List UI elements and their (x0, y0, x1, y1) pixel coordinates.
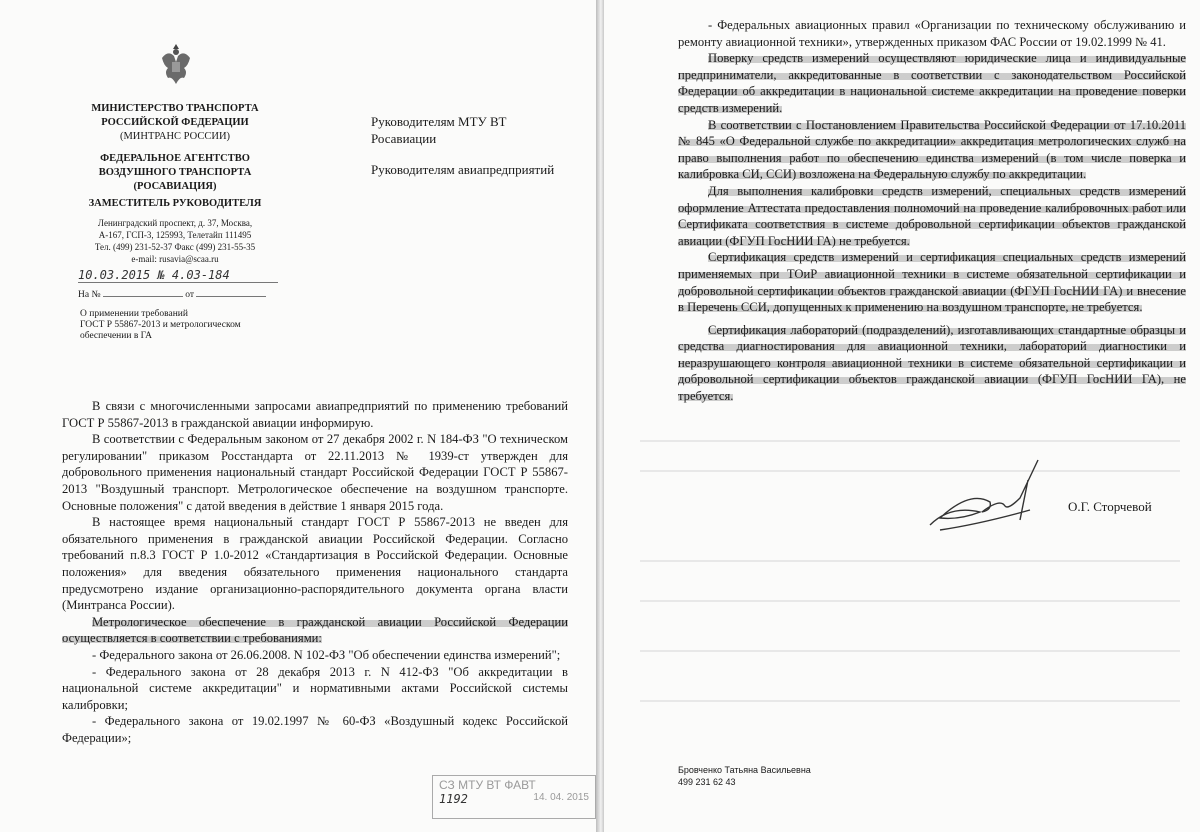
paragraph-air-code: - Федерального закона от 19.02.1997 № 60-ФЗ «Воздушный кодекс Российской Федерации»; (62, 714, 568, 745)
address-line3: Тел. (499) 231-52-37 Факс (499) 231-55-35 (94, 242, 256, 252)
paragraph-fap-41: - Федеральных авиационных правил «Организации по техническому обслуживанию и ремонту авиационной техники», утвержденных приказом ФАС России от 19.02.1999 № 41. (678, 18, 1186, 49)
bleed-through-line (640, 440, 1180, 442)
ministry-line1: МИНИСТЕРСТВО ТРАНСПОРТА (91, 103, 259, 114)
paragraph-accreditation-845: В соответствии с Постановлением Правительства Российской Федерации от 17.10.2011 № 845 «О Федеральной службе по аккредитации» аккредитация метрологических служб на право выполнения работ по обеспечению единства измерений (в том числе поверка и калибровка СИ, ССИ) возложена на Федеральную службу по аккредитации. (678, 117, 1186, 182)
paragraph-law-184: В соответствии с Федеральным законом от 27 декабря 2002 г. N 184-ФЗ "О техническом регулировании" приказом Росстандарта от 22.11.2013 № 1939-ст утвержден для добровольного применения национальный стандарт Российской Федерации ГОСТ Р 55867-2013 "Воздушный транспорт. Метрологическое обеспечение на воздушном транспорте. Основные положения" с датой введения в действие 1 января 2015 года. (62, 432, 568, 513)
bleed-through-line (640, 650, 1180, 652)
paragraph-intro: В связи с многочисленными запросами авиапредприятий по применению требований ГОСТ Р 55867-2013 в гражданской авиации информирую. (62, 399, 568, 430)
bleed-through-line (640, 700, 1180, 702)
agency-line1: ФЕДЕРАЛЬНОЕ АГЕНТСТВО (100, 153, 250, 164)
letter-subject: О применении требований ГОСТ Р 55867-2013 и метрологическом обеспечении в ГА (80, 309, 241, 341)
sender-address (62, 217, 288, 265)
paragraph-metrology-basis: Метрологическое обеспечение в гражданской авиации Российской Федерации осуществляется в соответствии с требованиями: (62, 614, 568, 646)
signature-scribble (920, 450, 1060, 540)
address-line4: e-mail: rusavia@scaa.ru (131, 254, 219, 264)
paragraph-verification: Поверку средств измерений осуществляют юридические лица и индивидуальные предприниматели, аккредитованные в соответствии с законодательством Российской Федерации об аккредитации в национальной системе аккредитации на проведение поверки средств измерений. (678, 51, 1186, 115)
paragraph-law-102: - Федерального закона от 26.06.2008. N 102-ФЗ "Об обеспечении единства измерений"; (92, 647, 561, 662)
stamp-number: 1192 (439, 792, 468, 806)
address-line1: Ленинградский проспект, д. 37, Москва, (97, 218, 253, 228)
bleed-through-line (640, 560, 1180, 562)
ministry-short: (МИНТРАНС РОССИИ) (119, 131, 231, 142)
signatory-name: О.Г. Сторчевой (1068, 499, 1152, 514)
recipient-line1: Руководителям МТУ ВТ (371, 114, 507, 129)
paragraph-calibration: Для выполнения калибровки средств измерений, специальных средств измерений оформление Аттестата предоставления полномочий на проведение калибровочных работ или Сертификата соответствия в системе добровольной сертификации объектов гражданской авиации (ФГУП ГосНИИ ГА) не требуется. (678, 183, 1186, 248)
coat-of-arms-emblem (158, 40, 194, 90)
on-no-label: На № (78, 290, 101, 300)
recipients-block (371, 113, 586, 178)
recipient-line2: Росавиации (371, 131, 437, 146)
address-line2: А-167, ГСП-3, 125993, Телетайп 111495 (98, 230, 252, 240)
agency-line2: ВОЗДУШНОГО ТРАНСПОРТА (98, 167, 252, 178)
letter-body-page1 (62, 398, 568, 746)
bleed-through-line (640, 470, 1180, 472)
agency-short: (РОСАВИАЦИЯ) (133, 181, 217, 192)
paragraph-law-412: - Федерального закона от 28 декабря 2013 г. N 412-ФЗ "Об аккредитации в национальной системе аккредитации" и нормативными актами Российской системы калибровки; (62, 664, 568, 712)
page-gutter (596, 0, 604, 832)
executor-name: Бровченко Татьяна Васильевна (678, 765, 811, 775)
paragraph-not-mandatory: В настоящее время национальный стандарт ГОСТ Р 55867-2013 не введен для обязательного применения в гражданской авиации Российской Федерации. Согласно требований п.8.3 ГОСТ Р 1.0-2012 «Стандартизация в Российской Федерации. Основные положения» для введения обязательного применения национального стандарта предусмотрено издание организационно-распорядительного документа органа власти (Минтранса России). (62, 515, 568, 613)
executor-phone: 499 231 62 43 (678, 777, 736, 787)
stamp-date: 14. 04. 2015 (533, 792, 589, 803)
letter-body-page2 (678, 17, 1186, 405)
recipient-line3: Руководителям авиапредприятий (371, 162, 555, 177)
ministry-line2: РОССИЙСКОЙ ФЕДЕРАЦИИ (101, 117, 249, 128)
position-title: ЗАМЕСТИТЕЛЬ РУКОВОДИТЕЛЯ (88, 198, 262, 209)
agency-header (70, 152, 280, 194)
bleed-through-line (640, 600, 1180, 602)
handwritten-reference: 10.03.2015 № 4.03-184 (78, 268, 278, 283)
reply-to-line (78, 290, 278, 301)
from-label: от (185, 290, 195, 300)
paragraph-ssi-certification: Сертификация средств измерений и сертификация специальных средств измерений применяемых при ТОиР авиационной техники в системе обязательной сертификации и добровольной сертификации объектов гражданской авиации (ФГУП ГосНИИ ГА) и внесение в Перечень ССИ, допущенных к применению на воздушном транспорте, не требуется. (678, 250, 1186, 315)
executor-info (678, 764, 811, 788)
paragraph-lab-certification: Сертификация лабораторий (подразделений), изготавливающих стандартные образцы и средства диагностирования для авиационной техники, лабораторий диагностики и неразрушающего контроля авиационной техники в системе обязательной сертификации и добровольной сертификации объектов гражданской авиации (ФГУП ГосНИИ ГА), не требуется. (678, 322, 1186, 404)
registration-stamp (432, 775, 596, 819)
ministry-header (70, 102, 280, 144)
stamp-text: СЗ МТУ ВТ ФАВТ (439, 778, 536, 792)
letter-page-1 (0, 0, 596, 832)
